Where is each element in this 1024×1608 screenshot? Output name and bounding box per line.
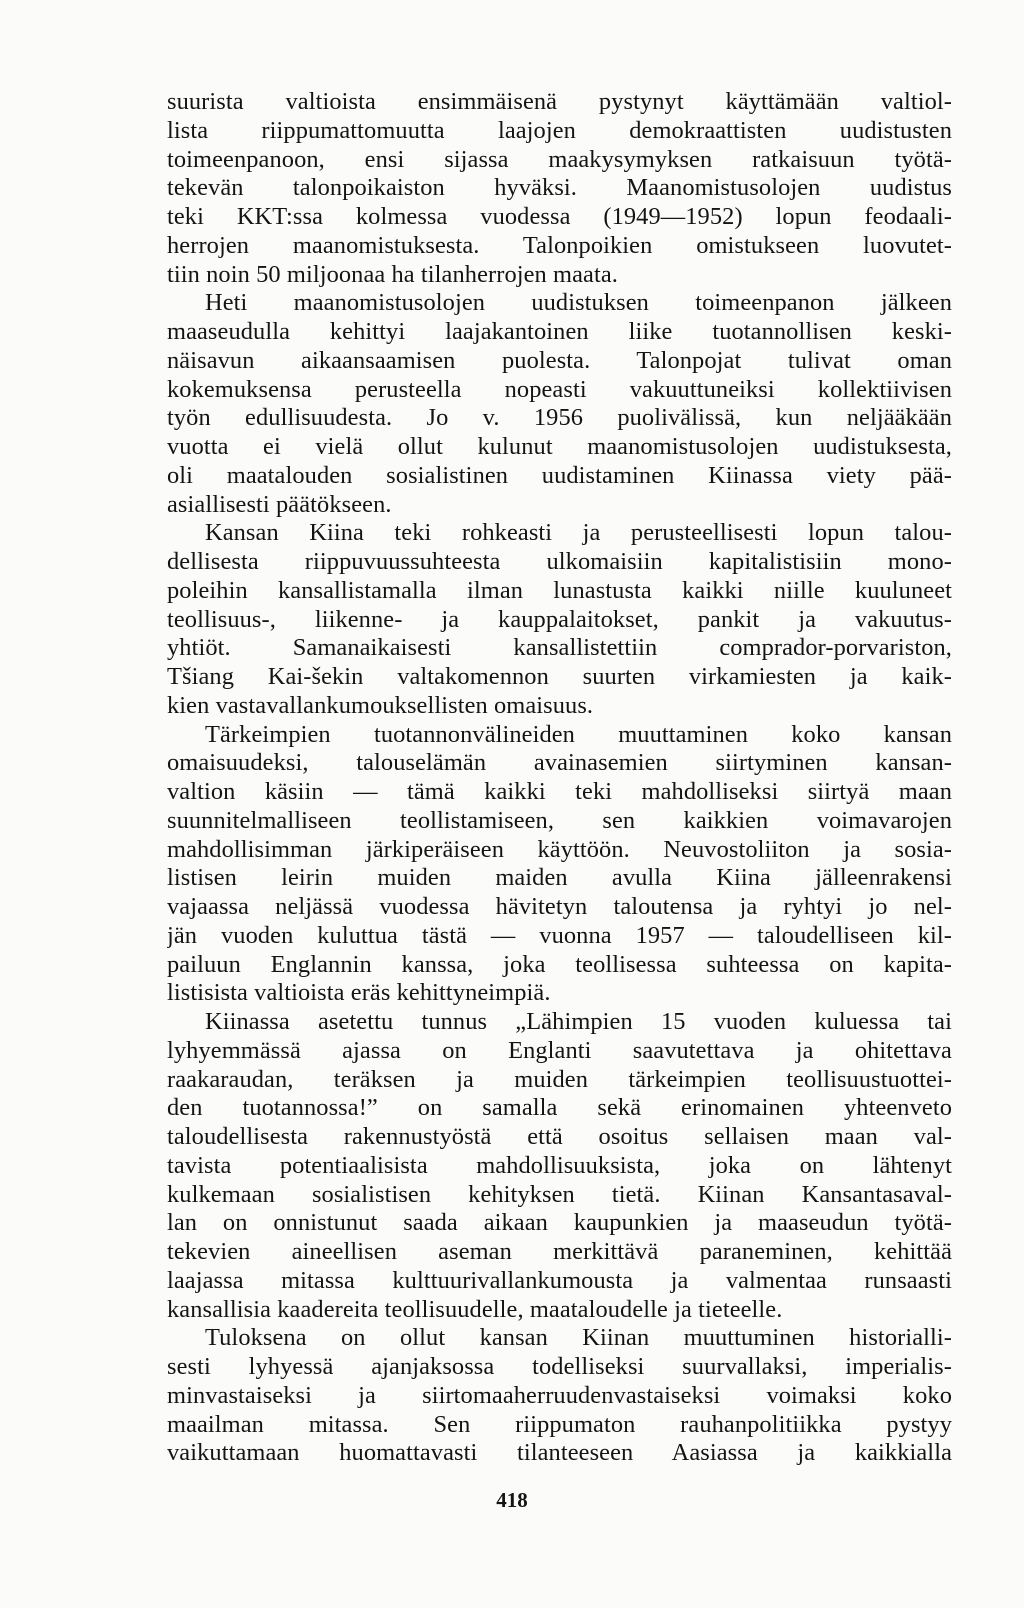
text-line: oli maatalouden sosialistinen uudistaminen Kiinassa viety pää- bbox=[167, 461, 952, 489]
text-line: listisista valtioista eräs kehittyneimpiä. bbox=[167, 979, 551, 1007]
paragraph-3 bbox=[167, 519, 952, 720]
text-line: kulkemaan sosialistisen kehityksen tietä. Kiinan Kansantasaval- bbox=[167, 1180, 952, 1208]
text-line: maaseudulla kehittyi laajakantoinen liike tuotannollisen keski- bbox=[167, 318, 952, 345]
text-line: kien vastavallankumouksellisten omaisuus. bbox=[167, 691, 594, 719]
paragraph-6 bbox=[167, 1324, 952, 1468]
text-line: Kiinassa asetettu tunnus „Lähimpien 15 vuoden kuluessa tai bbox=[205, 1008, 952, 1035]
text-line: poleihin kansallistamalla ilman lunastusta kaikki niille kuuluneet bbox=[167, 576, 952, 604]
text-line: näisavun aikaansaamisen puolesta. Talonpojat tulivat oman bbox=[167, 346, 952, 374]
text-line: omaisuudeksi, talouselämän avainasemien siirtyminen kansan- bbox=[167, 749, 952, 777]
text-line: tekevien aineellisen aseman merkittävä paraneminen, kehittää bbox=[167, 1238, 952, 1265]
text-line: lyhyemmässä ajassa on Englanti saavutettava ja ohitettava bbox=[167, 1036, 952, 1064]
text-line: listisen leirin muiden maiden avulla Kiina jälleenrakensi bbox=[167, 864, 952, 892]
text-line: taloudellisesta rakennustyöstä että osoitus sellaisen maan val- bbox=[167, 1123, 952, 1150]
text-line: pailuun Englannin kanssa, joka teollisessa suhteessa on kapita- bbox=[167, 950, 952, 978]
paragraph-4 bbox=[167, 721, 952, 1009]
paragraph-1 bbox=[167, 88, 952, 289]
paragraph-5 bbox=[167, 1008, 952, 1324]
text-line: Heti maanomistusolojen uudistuksen toimeenpanon jälkeen bbox=[205, 289, 952, 317]
text-line: asiallisesti päätökseen. bbox=[167, 490, 392, 518]
text-line: valtion käsiin — tämä kaikki teki mahdolliseksi siirtyä maan bbox=[167, 778, 952, 805]
text-line: lan on onnistunut saada aikaan kaupunkien ja maaseudun työtä- bbox=[167, 1209, 952, 1237]
text-line: Tärkeimpien tuotannonvälineiden muuttaminen koko kansan bbox=[205, 720, 952, 748]
text-line: jän vuoden kuluttua tästä — vuonna 1957 — taloudelliseen kil- bbox=[167, 921, 952, 949]
text-line: toimeenpanoon, ensi sijassa maakysymyksen ratkaisuun työtä- bbox=[167, 145, 952, 173]
text-line: vaikuttamaan huomattavasti tilanteeseen Aasiassa ja kaikkialla bbox=[167, 1439, 952, 1467]
page-number: 418 bbox=[496, 1488, 528, 1512]
paragraph-2 bbox=[167, 289, 952, 519]
text-line: tekevän talonpoikaiston hyväksi. Maanomistusolojen uudistus bbox=[167, 174, 952, 202]
text-line: maailman mitassa. Sen riippumaton rauhanpolitiikka pystyy bbox=[167, 1410, 952, 1438]
text-line: den tuotannossa!” on samalla sekä erinomainen yhteenveto bbox=[167, 1094, 952, 1122]
text-line: tavista potentiaalisista mahdollisuuksista, joka on lähtenyt bbox=[167, 1151, 952, 1179]
text-line: Kansan Kiina teki rohkeasti ja perusteellisesti lopun talou- bbox=[205, 519, 952, 547]
text-line: herrojen maanomistuksesta. Talonpoikien omistukseen luovutet- bbox=[167, 231, 952, 259]
text-line: kansallisia kaadereita teollisuudelle, maataloudelle ja tieteelle. bbox=[167, 1295, 783, 1323]
text-line: yhtiöt. Samanaikaisesti kansallistettiin comprador-porvariston, bbox=[167, 634, 952, 662]
text-line: suunnitelmalliseen teollistamiseen, sen kaikkien voimavarojen bbox=[167, 806, 952, 834]
text-line: tiin noin 50 miljoonaa ha tilanherrojen maata. bbox=[167, 260, 618, 288]
text-line: suurista valtioista ensimmäisenä pystynyt käyttämään valtiol- bbox=[167, 88, 952, 115]
text-line: Tšiang Kai-šekin valtakomennon suurten virkamiesten ja kaik- bbox=[167, 663, 952, 690]
text-line: minvastaiseksi ja siirtomaaherruudenvastaiseksi voimaksi koko bbox=[167, 1381, 952, 1409]
text-line: Tuloksena on ollut kansan Kiinan muuttuminen historialli- bbox=[205, 1324, 952, 1352]
body-text bbox=[167, 88, 952, 1468]
text-line: vajaassa neljässä vuodessa hävitetyn taloutensa ja ryhtyi jo nel- bbox=[167, 893, 952, 920]
text-line: kokemuksensa perusteella nopeasti vakuuttuneiksi kollektiivisen bbox=[167, 375, 952, 403]
text-line: dellisesta riippuvuussuhteesta ulkomaisiin kapitalistisiin mono- bbox=[167, 548, 952, 575]
text-line: teki KKT:ssa kolmessa vuodessa (1949—1952) lopun feodaali- bbox=[167, 203, 952, 230]
text-line: raakaraudan, teräksen ja muiden tärkeimpien teollisuustuottei- bbox=[167, 1065, 952, 1093]
text-line: laajassa mitassa kulttuurivallankumousta ja valmentaa runsaasti bbox=[167, 1266, 952, 1294]
text-line: vuotta ei vielä ollut kulunut maanomistusolojen uudistuksesta, bbox=[167, 433, 952, 460]
text-line: sesti lyhyessä ajanjaksossa todelliseksi suurvallaksi, imperialis- bbox=[167, 1353, 952, 1380]
text-line: teollisuus-, liikenne- ja kauppalaitokset, pankit ja vakuutus- bbox=[167, 605, 952, 633]
text-line: mahdollisimman järkiperäiseen käyttöön. Neuvostoliiton ja sosia- bbox=[167, 835, 952, 863]
text-line: työn edullisuudesta. Jo v. 1956 puolivälissä, kun neljääkään bbox=[167, 404, 952, 432]
text-line: lista riippumattomuutta laajojen demokraattisten uudistusten bbox=[167, 116, 952, 144]
